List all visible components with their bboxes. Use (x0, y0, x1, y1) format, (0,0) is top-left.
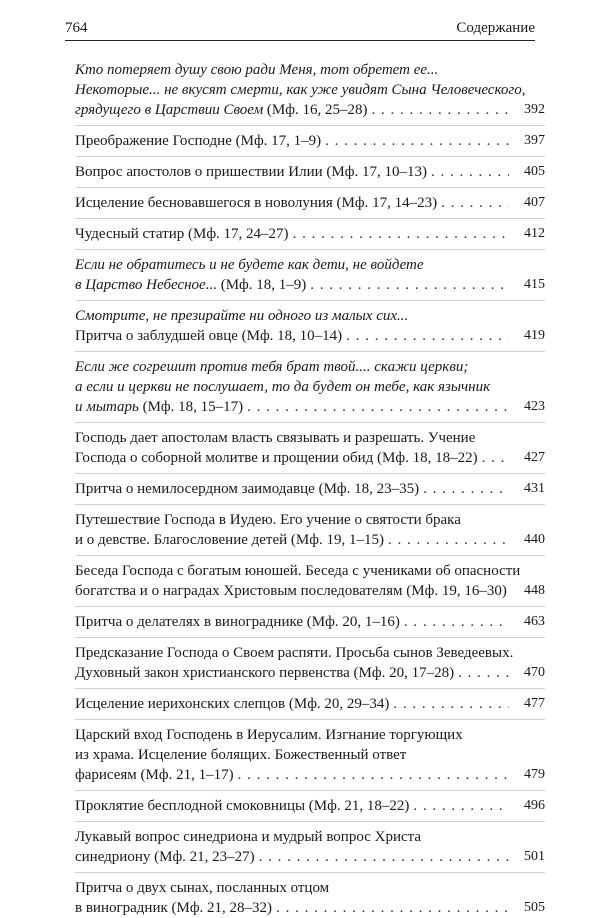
toc-line-text: богатства и о наградах Христовым последователям (Мф. 19, 16–30) (75, 583, 507, 599)
toc-line-text: из храма. Исцеление болящих. Божественный ответ (75, 747, 407, 763)
entry-separator (75, 504, 545, 505)
toc-line-text: а если и церкви не послушает, то да будет он тебе, как язычник (75, 379, 491, 395)
toc-line (75, 131, 509, 151)
toc-page-number: 501 (524, 849, 545, 864)
toc-page-number: 423 (524, 399, 545, 414)
entry-separator (75, 218, 545, 219)
toc-line-text: Вопрос апостолов о пришествии Илии (Мф. 17, 10–13) (75, 164, 427, 180)
entry-separator (75, 606, 545, 607)
toc-entry (75, 306, 545, 346)
toc-page-number: 427 (524, 450, 545, 465)
toc-line (75, 612, 509, 632)
toc-entry-text (75, 796, 509, 816)
toc-line (75, 694, 509, 714)
toc-line-text: Предсказание Господа о Своем распяти. Просьба сынов Зеведеевых. (75, 645, 514, 661)
table-of-contents (75, 60, 545, 918)
toc-entry-text (75, 479, 509, 499)
toc-entry (75, 694, 545, 714)
toc-entry-text (75, 224, 509, 244)
toc-entry-text (75, 131, 509, 151)
toc-entry-text (75, 428, 509, 468)
toc-entry-text (75, 725, 509, 785)
toc-page-number: 448 (524, 583, 545, 598)
toc-entry-text (75, 162, 509, 182)
toc-line (75, 100, 509, 120)
toc-page-number: 412 (524, 226, 545, 241)
dot-leader (238, 765, 509, 785)
toc-line (75, 530, 509, 550)
toc-line-text: и мытарь (Мф. 18, 15–17) (75, 399, 244, 415)
toc-line-text: Лукавый вопрос синедриона и мудрый вопрос Христа (75, 829, 422, 845)
toc-line-text: Исцеление бесновавшегося в новолуния (Мф. 17, 14–23) (75, 195, 438, 211)
toc-entry (75, 224, 545, 244)
toc-line (75, 510, 509, 530)
toc-line-text: синедриону (Мф. 21, 23–27) (75, 849, 255, 865)
toc-page-number: 397 (524, 133, 545, 148)
toc-line (75, 80, 526, 100)
toc-line-text: Кто потеряет душу свою ради Меня, тот обретет ее... (75, 62, 439, 78)
toc-entry (75, 428, 545, 468)
entry-separator (75, 688, 545, 689)
toc-line (75, 796, 509, 816)
dot-leader (423, 479, 509, 499)
toc-entry-text (75, 612, 509, 632)
toc-entry-text (75, 306, 509, 346)
toc-entry (75, 612, 545, 632)
toc-line (75, 275, 509, 295)
entry-separator (75, 156, 545, 157)
toc-line (75, 561, 521, 581)
toc-line (75, 827, 509, 847)
toc-entry-text (75, 60, 526, 120)
toc-page-number: 477 (524, 696, 545, 711)
dot-leader (247, 397, 509, 417)
toc-line (75, 162, 509, 182)
toc-line-text: Преображение Господне (Мф. 17, 1–9) (75, 133, 322, 149)
toc-entry-text (75, 643, 514, 683)
toc-line-text: Господь дает апостолам власть связывать и разрешать. Учение (75, 430, 476, 446)
toc-line (75, 193, 509, 213)
dot-leader (293, 224, 509, 244)
toc-line-text: Проклятие бесплодной смоковницы (Мф. 21, 18–22) (75, 798, 410, 814)
dot-leader (413, 796, 509, 816)
toc-line-text: Исцеление иерихонских слепцов (Мф. 20, 29–34) (75, 696, 390, 712)
dot-leader (458, 663, 509, 683)
toc-entry (75, 131, 545, 151)
toc-line-text: Притча о заблудшей овце (Мф. 18, 10–14) (75, 328, 343, 344)
toc-entry (75, 796, 545, 816)
toc-line-text: Некоторые... не вкусят смерти, как уже увидят Сына Человеческого, (75, 82, 526, 98)
toc-entry (75, 827, 545, 867)
toc-line (75, 255, 509, 275)
dot-leader (482, 448, 509, 468)
toc-entry-text (75, 510, 509, 550)
toc-page-number: 431 (524, 481, 545, 496)
toc-entry (75, 479, 545, 499)
toc-page-number: 405 (524, 164, 545, 179)
entry-separator (75, 719, 545, 720)
toc-entry-text (75, 193, 509, 213)
toc-line (75, 725, 509, 745)
toc-page-number: 392 (524, 102, 545, 117)
toc-line (75, 479, 509, 499)
toc-line (75, 581, 509, 601)
toc-line-text: Беседа Господа с богатым юношей. Беседа с учениками об опасности (75, 563, 521, 579)
dot-leader (393, 694, 509, 714)
toc-line (75, 357, 509, 377)
dot-leader (371, 100, 509, 120)
toc-entry (75, 643, 545, 683)
toc-line-text: грядущего в Царствии Своем (Мф. 16, 25–28) (75, 102, 368, 118)
toc-line-text: Духовный закон христианского первенства (Мф. 20, 17–28) (75, 665, 455, 681)
toc-entry-text (75, 827, 509, 867)
page-number: 764 (65, 20, 88, 36)
toc-line-text: Чудесный статир (Мф. 17, 24–27) (75, 226, 289, 242)
toc-line (75, 326, 509, 346)
entry-separator (75, 249, 545, 250)
dot-leader (259, 847, 509, 867)
toc-entry-text (75, 878, 509, 918)
dot-leader (388, 530, 509, 550)
toc-line-text: Господа о соборной молитве и прощении обид (Мф. 18, 18–22) (75, 450, 478, 466)
toc-line (75, 745, 509, 765)
toc-line (75, 397, 509, 417)
toc-page-number: 479 (524, 767, 545, 782)
toc-entry-text (75, 357, 509, 417)
toc-line (75, 663, 509, 683)
dot-leader (431, 162, 509, 182)
toc-line (75, 765, 509, 785)
entry-separator (75, 790, 545, 791)
entry-separator (75, 351, 545, 352)
toc-page-number: 470 (524, 665, 545, 680)
toc-line (75, 847, 509, 867)
toc-entry-text (75, 255, 509, 295)
toc-line-text: Притча о двух сынах, посланных отцом (75, 880, 330, 896)
entry-separator (75, 872, 545, 873)
toc-line-text: Путешествие Господа в Иудею. Его учение о святости брака (75, 512, 461, 528)
running-header (65, 8, 535, 41)
toc-line (75, 377, 509, 397)
toc-entry (75, 561, 545, 601)
toc-line (75, 448, 509, 468)
toc-page-number: 415 (524, 277, 545, 292)
toc-page-number: 407 (524, 195, 545, 210)
dot-leader (404, 612, 509, 632)
toc-page-number: 419 (524, 328, 545, 343)
toc-entry (75, 725, 545, 785)
toc-line (75, 898, 509, 918)
entry-separator (75, 555, 545, 556)
toc-line (75, 306, 509, 326)
toc-line-text: фарисеям (Мф. 21, 1–17) (75, 767, 234, 783)
toc-page-number: 505 (524, 900, 545, 915)
toc-line-text: Притча о делателях в винограднике (Мф. 20, 1–16) (75, 614, 400, 630)
entry-separator (75, 637, 545, 638)
dot-leader (276, 898, 509, 918)
toc-entry (75, 878, 545, 918)
entry-separator (75, 187, 545, 188)
toc-entry (75, 162, 545, 182)
toc-entry-text (75, 694, 509, 714)
toc-line (75, 878, 509, 898)
dot-leader (441, 193, 509, 213)
toc-entry (75, 357, 545, 417)
toc-entry (75, 60, 545, 120)
toc-page-number: 496 (524, 798, 545, 813)
toc-line-text: и о девстве. Благословение детей (Мф. 19, 1–15) (75, 532, 384, 548)
toc-line-text: Если не обратитесь и не будете как дети, не войдете (75, 257, 424, 273)
dot-leader (310, 275, 509, 295)
toc-line-text: в виноградник (Мф. 21, 28–32) (75, 900, 273, 916)
toc-line-text: Если же согрешит против тебя брат твой.... скажи церкви; (75, 359, 469, 375)
entry-separator (75, 300, 545, 301)
toc-line (75, 60, 509, 80)
toc-entry (75, 510, 545, 550)
toc-line-text: Царский вход Господень в Иерусалим. Изгнание торгующих (75, 727, 463, 743)
toc-entry-text (75, 561, 521, 601)
toc-line (75, 643, 514, 663)
toc-line-text: Смотрите, не презирайте ни одного из малых сих... (75, 308, 409, 324)
toc-line (75, 428, 509, 448)
toc-page-number: 440 (524, 532, 545, 547)
toc-line (75, 224, 509, 244)
toc-line-text: Притча о немилосердном заимодавце (Мф. 18, 23–35) (75, 481, 420, 497)
entry-separator (75, 821, 545, 822)
toc-entry (75, 193, 545, 213)
dot-leader (346, 326, 509, 346)
toc-page-number: 463 (524, 614, 545, 629)
toc-entry (75, 255, 545, 295)
dot-leader (325, 131, 509, 151)
toc-line-text: в Царство Небесное... (Мф. 18, 1–9) (75, 277, 307, 293)
running-title: Содержание (456, 20, 535, 36)
entry-separator (75, 422, 545, 423)
entry-separator (75, 473, 545, 474)
entry-separator (75, 125, 545, 126)
